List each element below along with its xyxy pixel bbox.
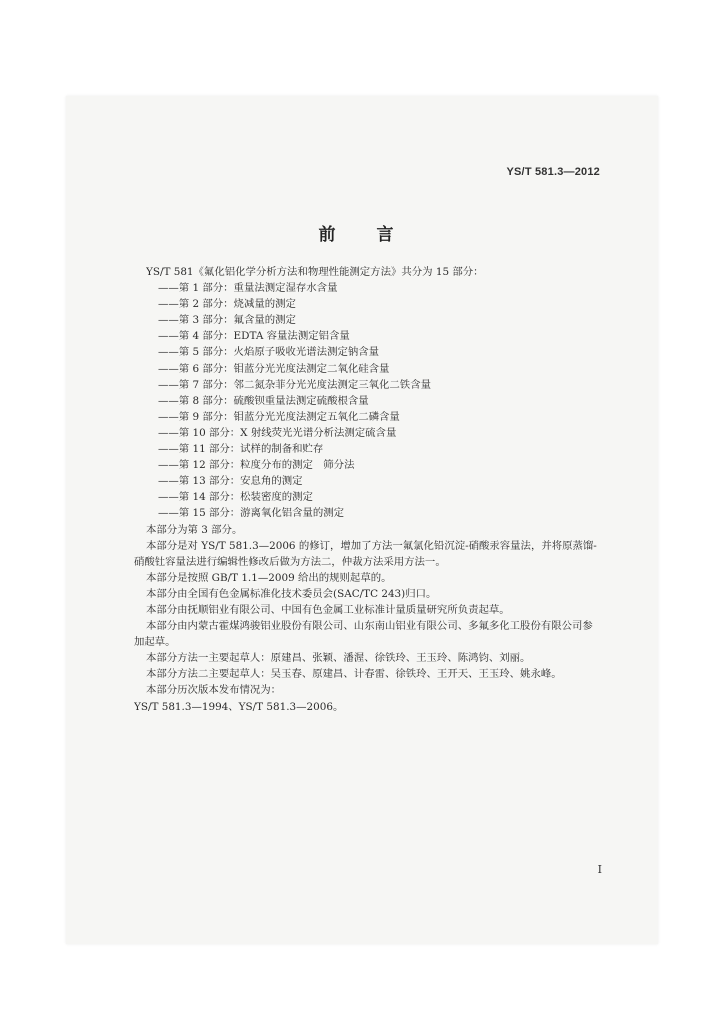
part-list-item: ——第 14 部分：松装密度的测定 [158, 491, 313, 504]
document-page [66, 96, 658, 944]
participants-paragraph: 本部分由内蒙古霍煤鸿骏铝业股份有限公司、山东南山铝业有限公司、多氟多化工股份有限公司参 [146, 620, 593, 633]
part-list-item: ——第 2 部分：烧减量的测定 [158, 298, 296, 311]
this-part-paragraph: 本部分为第 3 部分。 [146, 523, 243, 536]
part-list-item: ——第 7 部分：邻二氮杂菲分光光度法测定三氧化二铁含量 [158, 378, 431, 391]
committee-paragraph: 本部分由全国有色金属标准化技术委员会(SAC/TC 243)归口。 [146, 587, 437, 600]
intro-paragraph: YS/T 581《氟化铝化学分析方法和物理性能测定方法》共分为 15 部分： [146, 266, 484, 278]
page-number: I [597, 863, 602, 876]
foreword-body [134, 264, 616, 715]
part-list-item: ——第 8 部分：硫酸钡重量法测定硫酸根含量 [158, 394, 369, 407]
document-code: YS/T 581.3—2012 [506, 166, 600, 178]
part-list-item: ——第 6 部分：钼蓝分光光度法测定二氧化硅含量 [158, 362, 390, 375]
part-list-item: ——第 3 部分：氟含量的测定 [158, 314, 296, 327]
part-list-item: ——第 13 部分：安息角的测定 [158, 475, 303, 488]
page-title: 前 言 [318, 225, 406, 245]
part-list-item: ——第 1 部分：重量法测定湿存水含量 [158, 282, 338, 295]
revision-paragraph: 本部分是对 YS/T 581.3—2006 的修订，增加了方法一氟氯化铅沉淀-硝酸汞容量法，并将原蒸馏- [146, 539, 597, 552]
history-versions: YS/T 581.3—1994、YS/T 581.3—2006。 [134, 700, 344, 713]
part-list-item: ——第 12 部分：粒度分布的测定 筛分法 [158, 459, 355, 472]
responsible-paragraph: 本部分由抚顺铝业有限公司、中国有色金属工业标准计量质量研究所负责起草。 [146, 603, 510, 616]
part-list-item: ——第 10 部分：X 射线荧光光谱分析法测定硫含量 [158, 426, 397, 439]
part-list-item: ——第 15 部分：游离氧化铝含量的测定 [158, 507, 345, 520]
drafters-method2-paragraph: 本部分方法二主要起草人：吴玉春、原建昌、计春雷、徐铁玲、王开天、王玉玲、姚永峰。 [146, 668, 562, 681]
part-list-item: ——第 4 部分：EDTA 容量法测定铝含量 [158, 330, 350, 343]
part-list-item: ——第 9 部分：钼蓝分光光度法测定五氧化二磷含量 [158, 410, 400, 423]
part-list-item: ——第 11 部分：试样的制备和贮存 [158, 443, 324, 456]
drafting-rule-paragraph: 本部分是按照 GB/T 1.1—2009 给出的规则起草的。 [146, 571, 392, 584]
part-list-item: ——第 5 部分：火焰原子吸收光谱法测定钠含量 [158, 346, 380, 359]
participants-paragraph-continued: 加起草。 [134, 636, 176, 649]
history-label: 本部分历次版本发布情况为： [146, 684, 282, 697]
revision-paragraph-continued: 硝酸钍容量法进行编辑性修改后做为方法二，仲裁方法采用方法一。 [134, 555, 446, 568]
drafters-method1-paragraph: 本部分方法一主要起草人：原建昌、张颖、潘渥、徐铁玲、王玉玲、陈鸿钧、刘丽。 [146, 652, 531, 665]
